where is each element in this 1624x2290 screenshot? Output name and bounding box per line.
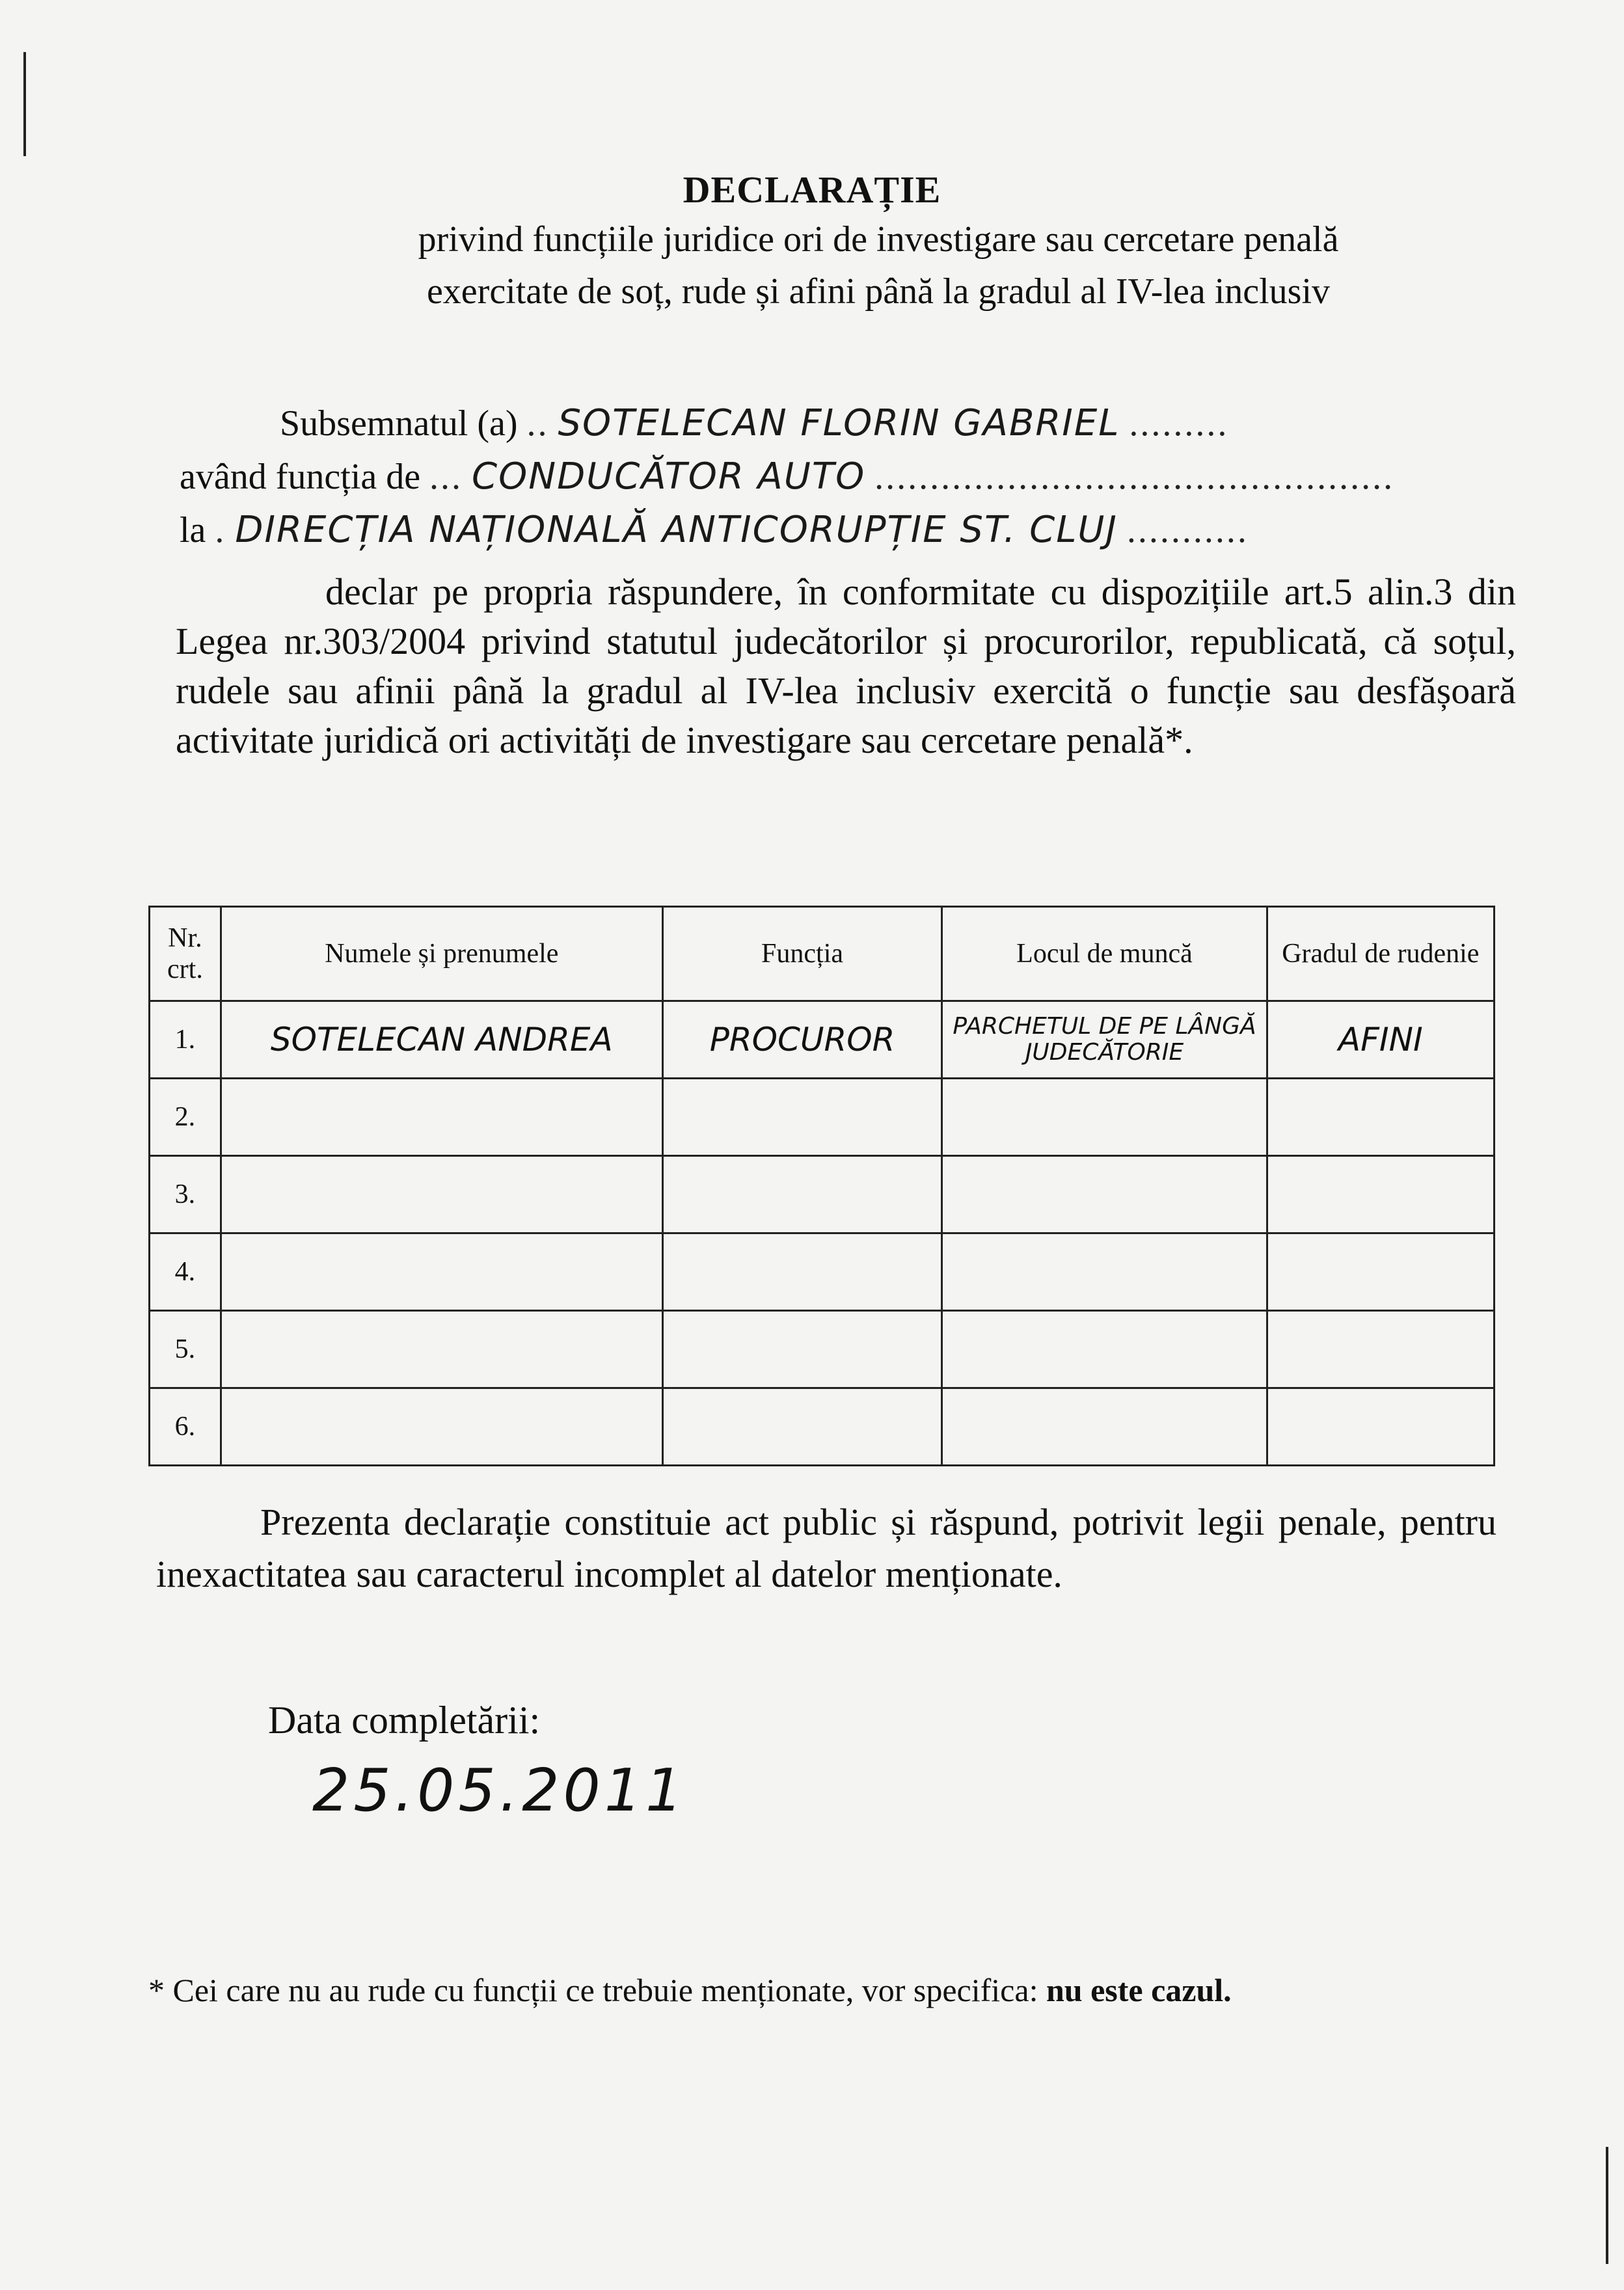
declaration-text: declar pe propria răspundere, în conformitate cu dispozițiile art.5 alin.3 din Legea nr.303/2004 privind statutul judecătorilor și procurorilor, republicată, că soțul, rudele sau afinii până la gradul al IV-lea inclusiv exercită o funcție sau desfășoară activitate juridică ori activități de investigare sau cercetare penală*.	[176, 571, 1516, 761]
row-workplace	[942, 1156, 1267, 1233]
header-workplace: Locul de muncă	[942, 907, 1267, 1001]
table-row	[150, 1001, 1495, 1079]
function-line	[180, 455, 1394, 498]
row-name	[221, 1233, 662, 1311]
row-degree	[1267, 1079, 1494, 1156]
table-row	[150, 1156, 1495, 1233]
table-row	[150, 1079, 1495, 1156]
row-workplace	[942, 1311, 1267, 1388]
declaration-paragraph	[176, 567, 1516, 765]
footnote-emphasis: nu este cazul.	[1046, 1972, 1232, 2008]
header-degree: Gradul de rudenie	[1267, 907, 1494, 1001]
row-nr: 2.	[150, 1079, 221, 1156]
date-label: Data completării:	[268, 1699, 541, 1742]
header-name: Numele și prenumele	[221, 907, 662, 1001]
footnote-text: * Cei care nu au rude cu funcții ce trebuie menționate, vor specifica:	[148, 1972, 1038, 2008]
row-name: SOTELECAN ANDREA	[221, 1001, 662, 1079]
row-function	[662, 1388, 942, 1466]
function-dots-leading: ...	[429, 457, 463, 497]
header-function: Funcția	[662, 907, 942, 1001]
relatives-table	[148, 906, 1495, 1466]
row-degree	[1267, 1233, 1494, 1311]
footnote	[148, 1971, 1232, 2009]
row-function	[662, 1156, 942, 1233]
name-dots-leading: ..	[526, 403, 549, 444]
subtitle-line-1: privind funcțiile juridice ori de investigare sau cercetare penală	[418, 219, 1339, 260]
table-row	[150, 1233, 1495, 1311]
workplace-dots-trailing: ...........	[1126, 510, 1249, 550]
function-dots-trailing: ...............................................	[874, 457, 1395, 497]
row-degree: AFINI	[1267, 1001, 1494, 1079]
row-name	[221, 1156, 662, 1233]
header-nr: Nr. crt.	[150, 907, 221, 1001]
row-nr: 5.	[150, 1311, 221, 1388]
workplace-line	[180, 509, 1249, 551]
table-row	[150, 1388, 1495, 1466]
row-degree	[1267, 1388, 1494, 1466]
closing-paragraph	[156, 1496, 1496, 1600]
row-function	[662, 1311, 942, 1388]
document-title: DECLARAȚIE	[683, 168, 941, 211]
row-nr: 3.	[150, 1156, 221, 1233]
table-row	[150, 1311, 1495, 1388]
row-workplace: PARCHETUL DE PE LÂNGĂ JUDECĂTORIE	[942, 1001, 1267, 1079]
date-value: 25.05.2011	[312, 1757, 687, 1825]
subtitle-line-2: exercitate de soț, rude și afini până la gradul al IV-lea inclusiv	[426, 271, 1331, 312]
row-function: PROCUROR	[662, 1001, 942, 1079]
row-name	[221, 1079, 662, 1156]
row-name	[221, 1388, 662, 1466]
scan-edge-left	[23, 52, 26, 156]
row-workplace	[942, 1388, 1267, 1466]
workplace-dots-leading: .	[215, 510, 226, 550]
row-degree	[1267, 1156, 1494, 1233]
name-line	[280, 402, 1228, 444]
row-workplace	[942, 1079, 1267, 1156]
function-label: având funcția de	[180, 457, 421, 497]
name-label: Subsemnatul (a)	[280, 403, 518, 444]
closing-text: Prezenta declarație constituie act public și răspund, potrivit legii penale, pentru inexactitatea sau caracterul incomplet al datelor menționate.	[156, 1501, 1496, 1595]
scan-edge-right	[1606, 2147, 1608, 2264]
row-name	[221, 1311, 662, 1388]
name-dots-trailing: .........	[1129, 403, 1229, 444]
row-nr: 4.	[150, 1233, 221, 1311]
row-nr: 1.	[150, 1001, 221, 1079]
row-function	[662, 1079, 942, 1156]
function-value: CONDUCĂTOR AUTO	[472, 455, 866, 498]
row-workplace	[942, 1233, 1267, 1311]
document-subtitle	[260, 213, 1496, 317]
row-function	[662, 1233, 942, 1311]
workplace-label: la	[180, 510, 206, 550]
row-degree	[1267, 1311, 1494, 1388]
table-header-row	[150, 907, 1495, 1001]
row-nr: 6.	[150, 1388, 221, 1466]
workplace-value: DIRECȚIA NAȚIONALĂ ANTICORUPȚIE ST. CLUJ	[235, 509, 1118, 551]
name-value: SOTELECAN FLORIN GABRIEL	[558, 402, 1120, 444]
